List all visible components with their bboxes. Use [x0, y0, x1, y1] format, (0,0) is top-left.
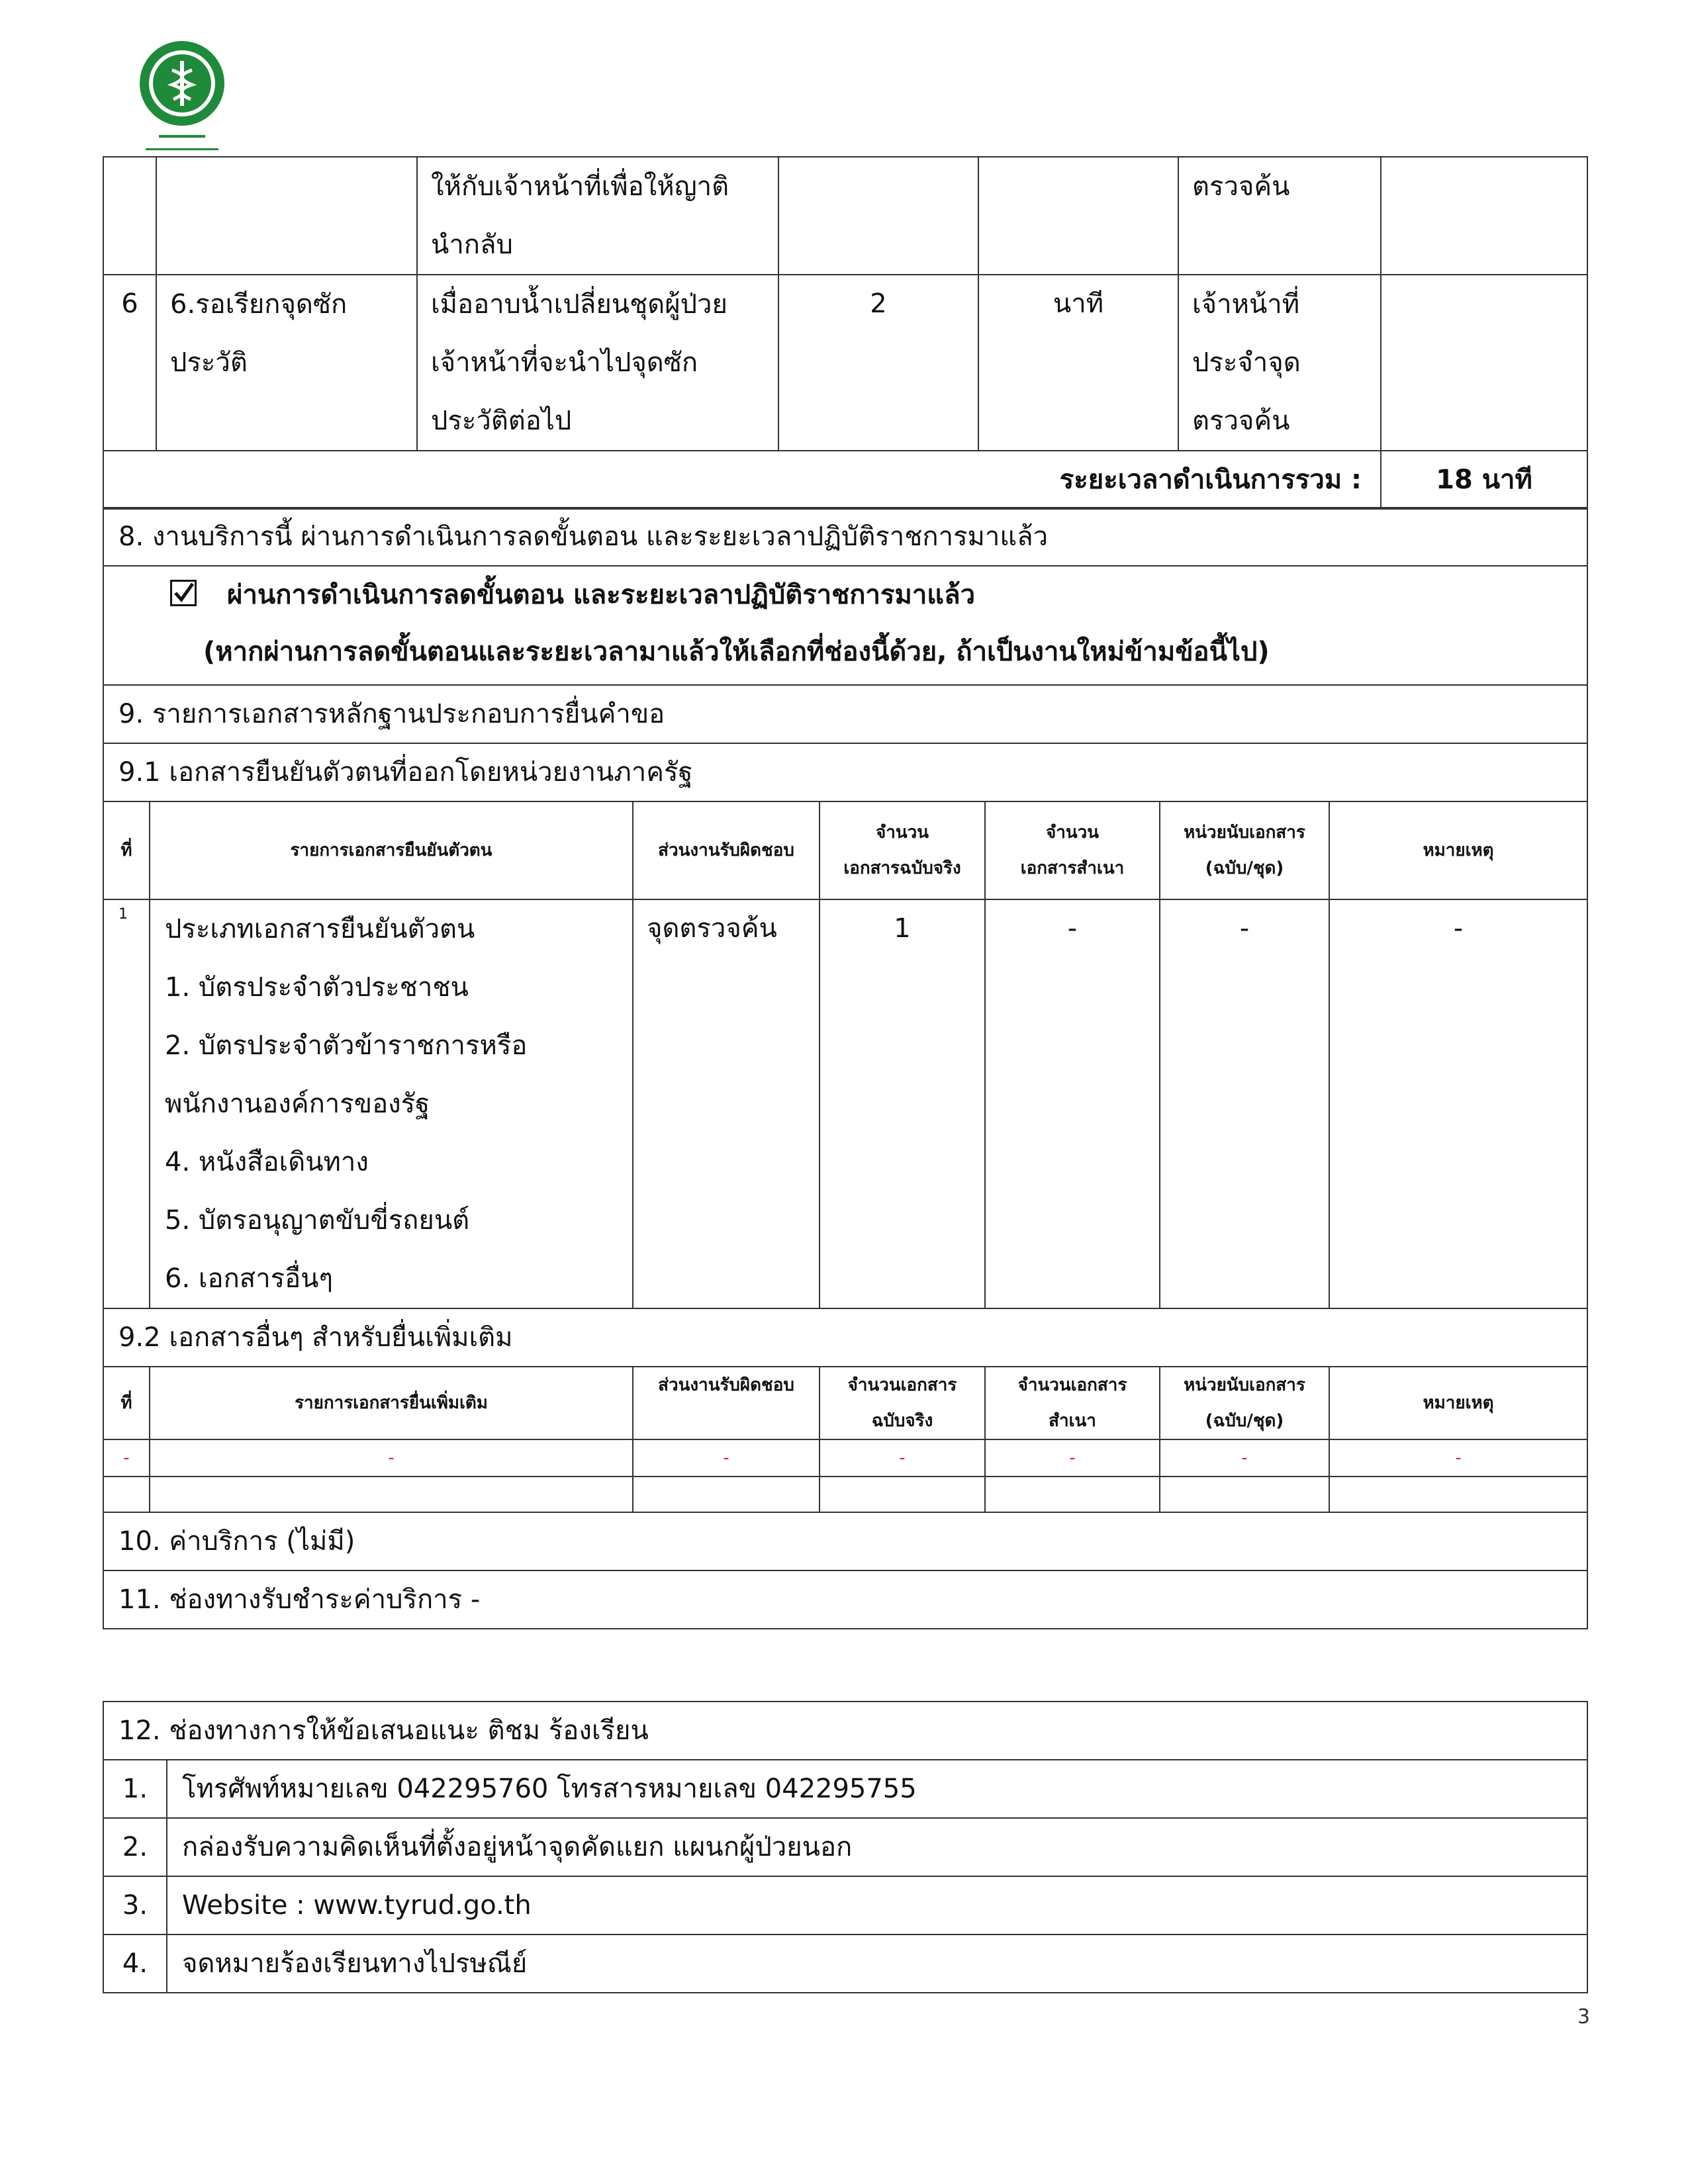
extra-doc-cell: - — [103, 1439, 150, 1477]
section11-title: 11. ช่องทางรับชำระค่าบริการ - — [103, 1570, 1587, 1629]
feedback-item — [103, 1934, 1587, 1993]
section8-checkbox-label: ผ่านการดำเนินการลดขั้นตอน และระยะเวลาปฏิบัติราชการมาแล้ว — [227, 580, 976, 610]
extra-doc-cell: - — [1329, 1439, 1587, 1477]
col-header-original: จำนวนเอกสาร ฉบับจริง — [820, 1367, 985, 1439]
steps-row-6 — [103, 275, 1587, 451]
col-header-no: ที่ — [103, 1367, 150, 1439]
feedback-item-number: 3. — [103, 1876, 167, 1934]
step-name-line: ประวัติ — [170, 347, 248, 378]
col-header-unit: หน่วยนับเอกสาร (ฉบับ/ชุด) — [1160, 1367, 1329, 1439]
section9-1-title: 9.1 เอกสารยืนยันตัวตนที่ออกโดยหน่วยงานภาครัฐ — [103, 743, 1587, 801]
step-desc-line: ประวัติต่อไป — [431, 406, 572, 436]
total-label: ระยะเวลาดำเนินการรวม : — [103, 451, 1381, 509]
section9-2-title: 9.2 เอกสารอื่นๆ สำหรับยื่นเพิ่มเติม — [103, 1308, 1587, 1367]
step-resp-line: ประจำจุด — [1192, 347, 1301, 378]
doc-table-row — [103, 899, 1587, 1308]
doc-table-header — [103, 801, 1587, 899]
step-time: 2 — [778, 275, 978, 451]
page-number: 3 — [1577, 2005, 1590, 2028]
doc-note: - — [1329, 899, 1587, 1308]
extra-doc-empty-row — [103, 1477, 1587, 1512]
step-responsible: ตรวจค้น — [1192, 171, 1290, 202]
feedback-table — [103, 1701, 1588, 1993]
col-header-original: จำนวน เอกสารฉบับจริง — [820, 801, 985, 899]
col-header-note: หมายเหตุ — [1329, 1367, 1587, 1439]
steps-row-continued — [103, 157, 1587, 275]
step-name-line: 6.รอเรียกจุดซัก — [170, 289, 348, 320]
feedback-website-link[interactable]: Website : www.tyrud.go.th — [167, 1876, 1587, 1934]
total-value: 18 นาที — [1381, 451, 1587, 509]
section10-title: 10. ค่าบริการ (ไม่มี) — [103, 1512, 1587, 1570]
feedback-item-text: โทรศัพท์หมายเลข 042295760 โทรสารหมายเลข 042295755 — [167, 1760, 1587, 1818]
extra-doc-table-header — [103, 1367, 1587, 1439]
section8-title: 8. งานบริการนี้ ผ่านการดำเนินการลดขั้นตอน และระยะเวลาปฏิบัติราชการมาแล้ว — [103, 508, 1587, 566]
section8-checkbox-block — [103, 566, 1587, 685]
step-resp-line: ตรวจค้น — [1192, 406, 1290, 436]
section9-title: 9. รายการเอกสารหลักฐานประกอบการยื่นคำขอ — [103, 685, 1587, 743]
step-desc-line: เมื่ออาบน้ำเปลี่ยนชุดผู้ป่วย — [431, 289, 727, 320]
extra-doc-cell: - — [985, 1439, 1160, 1477]
step-desc-line: นำกลับ — [431, 230, 513, 260]
doc-copy-count: - — [985, 899, 1160, 1308]
feedback-item-number: 1. — [103, 1760, 167, 1818]
step-desc-line: เจ้าหน้าที่จะนำไปจุดซัก — [431, 347, 698, 378]
feedback-item-number: 4. — [103, 1934, 167, 1993]
section12-title: 12. ช่องทางการให้ข้อเสนอแนะ ติชม ร้องเรียน — [103, 1702, 1587, 1760]
extra-doc-cell: - — [150, 1439, 633, 1477]
col-header-dept: ส่วนงานรับผิดชอบ — [633, 801, 820, 899]
steps-table — [103, 156, 1588, 510]
col-header-dept: ส่วนงานรับผิดชอบ — [633, 1367, 820, 1439]
col-header-docs: รายการเอกสารยืนยันตัวตน — [150, 801, 633, 899]
extra-doc-cell: - — [1160, 1439, 1329, 1477]
col-header-note: หมายเหตุ — [1329, 801, 1587, 899]
extra-doc-cell: - — [820, 1439, 985, 1477]
doc-item-line: 6. เอกสารอื่นๆ — [165, 1263, 334, 1294]
extra-doc-row — [103, 1439, 1587, 1477]
feedback-item — [103, 1760, 1587, 1818]
total-row — [103, 451, 1587, 509]
col-header-copy: จำนวนเอกสาร สำเนา — [985, 1367, 1160, 1439]
step-desc-line: ให้กับเจ้าหน้าที่เพื่อให้ญาติ — [431, 171, 729, 202]
doc-original-count: 1 — [820, 899, 985, 1308]
doc-item-line: 4. หนังสือเดินทาง — [165, 1147, 369, 1177]
col-header-unit: หน่วยนับเอกสาร (ฉบับ/ชุด) — [1160, 801, 1329, 899]
checkbox-checked-icon[interactable] — [170, 580, 197, 606]
extra-doc-cell: - — [633, 1439, 820, 1477]
doc-item-line: 1. บัตรประจำตัวประชาชน — [165, 972, 469, 1003]
sections-table — [103, 507, 1588, 1629]
ministry-logo — [132, 38, 232, 158]
feedback-item — [103, 1818, 1587, 1876]
doc-item-line: พนักงานองค์การของรัฐ — [165, 1089, 430, 1119]
doc-row-number: 1 — [103, 899, 150, 1308]
step-resp-line: เจ้าหน้าที่ — [1192, 289, 1300, 320]
step-time-unit: นาที — [978, 275, 1178, 451]
step-number: 6 — [103, 275, 156, 451]
section8-note: (หากผ่านการลดขั้นตอนและระยะเวลามาแล้วให้เลือกที่ช่องนี้ด้วย, ถ้าเป็นงานใหม่ข้ามข้อนี้ไป) — [203, 637, 1270, 667]
col-header-extra-docs: รายการเอกสารยื่นเพิ่มเติม — [150, 1367, 633, 1439]
feedback-item — [103, 1876, 1587, 1934]
doc-item-line: 2. บัตรประจำตัวข้าราชการหรือ — [165, 1030, 528, 1061]
doc-item-line: ประเภทเอกสารยืนยันตัวตน — [165, 914, 475, 944]
col-header-no: ที่ — [103, 801, 150, 899]
doc-item-line: 5. บัตรอนุญาตขับขี่รถยนต์ — [165, 1205, 470, 1236]
doc-unit: - — [1160, 899, 1329, 1308]
feedback-item-number: 2. — [103, 1818, 167, 1876]
col-header-copy: จำนวน เอกสารสำเนา — [985, 801, 1160, 899]
feedback-item-text: กล่องรับความคิดเห็นที่ตั้งอยู่หน้าจุดคัดแยก แผนกผู้ป่วยนอก — [167, 1818, 1587, 1876]
feedback-item-text: จดหมายร้องเรียนทางไปรษณีย์ — [167, 1934, 1587, 1993]
doc-dept: จุดตรวจค้น — [633, 899, 820, 1308]
